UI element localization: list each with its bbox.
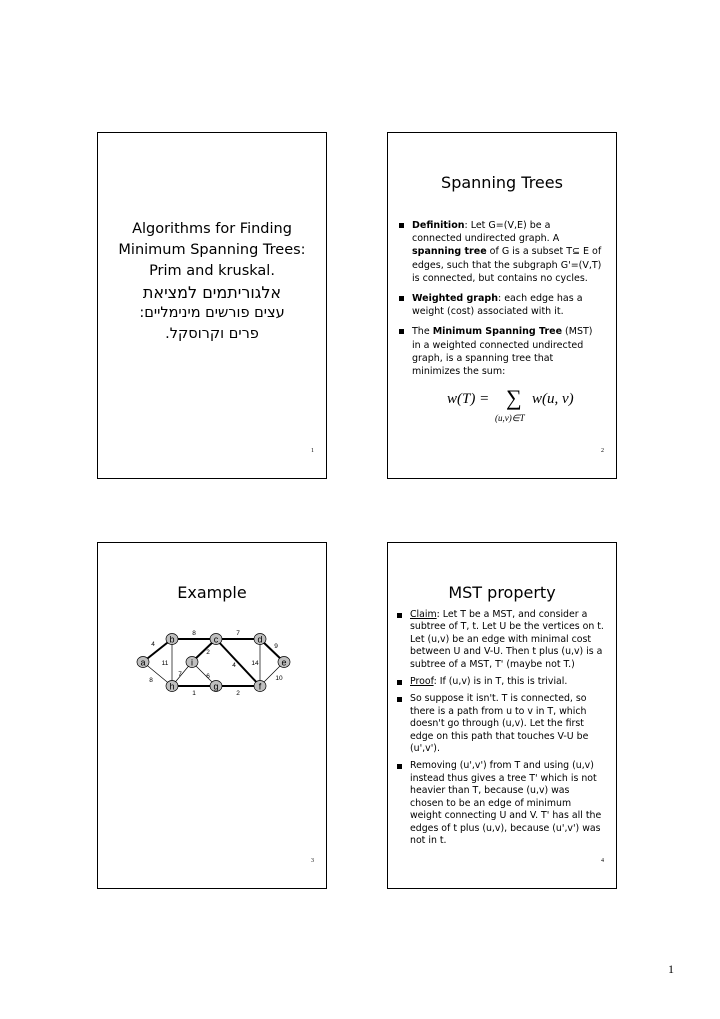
weight-ah: 8 (149, 677, 153, 684)
hebrew-line-2: עצים פורשים מינימליים: (139, 305, 285, 321)
hebrew-line-3: פרים וקרוסקל. (165, 326, 259, 342)
bullet-proof: Proof: If (u,v) is in T, this is trivial. (397, 676, 604, 688)
weight-ab: 4 (151, 641, 155, 648)
slide-3 (97, 542, 327, 889)
weight-hi: 7 (178, 671, 182, 678)
bullet-removing: Removing (u',v') from T and using (u,v) instead thus gives a tree T' which is not heavier than T, because (u,v) was chosen to be an edge of minimum weight connecting U and V. T' has all the edges of t plus (u,v), because (u',v') was not in t. (397, 760, 604, 847)
bullet-claim: Claim: Let T be a MST, and consider a subtree of T, t. Let U be the vertices on t. Let (u,v) be an edge with minimal cost between U and V-U. Then t plus (u,v) is a subtree of a MST, T' (maybe not T.) (397, 609, 604, 671)
weight-df: 14 (251, 660, 259, 667)
slide-number: 3 (311, 858, 314, 864)
slide-number: 4 (601, 858, 604, 864)
hebrew-line-1: אלגוריתמים למציאת (142, 283, 282, 302)
example-graph (98, 627, 328, 727)
bullet-mst: The Minimum Spanning Tree (MST) in a weighted connected undirected graph, is a spanning tree that minimizes the sum: (399, 325, 602, 378)
slide-2 (387, 132, 617, 479)
weight-bc: 8 (192, 630, 196, 637)
weight-cd: 7 (236, 630, 240, 637)
node-f-label: f (258, 681, 262, 692)
weight-gi: 6 (206, 673, 210, 680)
sum-formula: w(T) = ∑ w(u, v) (u,v)∈T (447, 385, 574, 423)
bullet-list (397, 609, 604, 852)
node-g-label: g (213, 681, 219, 692)
weight-cf: 4 (232, 662, 236, 669)
weight-bh: 11 (161, 660, 169, 667)
slide-number: 1 (311, 448, 314, 454)
slide-title: Example (177, 583, 247, 602)
bullet-list (399, 219, 602, 385)
slide-1 (97, 132, 327, 479)
bullet-definition: Definition: Let G=(V,E) be a connected undirected graph. A spanning tree of G is a subset T⊆ E of edges, such that the subgraph G'=(V,T) is connected, but contains no cycles. (399, 219, 602, 285)
node-h-label: h (169, 681, 175, 692)
weight-ci: 2 (206, 649, 210, 656)
slide-title: Spanning Trees (441, 173, 563, 192)
weight-de: 9 (274, 643, 278, 650)
node-c-label: c (213, 634, 219, 645)
weight-ef: 10 (275, 675, 283, 682)
slide-number: 2 (601, 448, 604, 454)
slide-4 (387, 542, 617, 889)
node-i-label: i (191, 657, 193, 668)
page-number: 1 (668, 962, 674, 976)
title-line-3: Prim and kruskal. (149, 263, 275, 279)
bullet-weighted-graph: Weighted graph: each edge has a weight (cost) associated with it. (399, 292, 602, 318)
node-b-label: b (169, 634, 175, 645)
title-line-1: Algorithms for Finding (132, 221, 292, 237)
slide-1-title-block (108, 219, 316, 345)
bullet-suppose: So suppose it isn't. T is connected, so there is a path from u to v in T, which doesn't go through (u,v). Let the first edge on this path that touches V-U be (u',v'). (397, 693, 604, 755)
weight-fg: 2 (236, 690, 240, 697)
node-e-label: e (281, 657, 287, 668)
slide-title: MST property (448, 583, 556, 602)
node-d-label: d (257, 634, 263, 645)
node-a-label: a (140, 657, 146, 668)
title-line-2: Minimum Spanning Trees: (118, 242, 306, 258)
weight-gh: 1 (192, 690, 196, 697)
